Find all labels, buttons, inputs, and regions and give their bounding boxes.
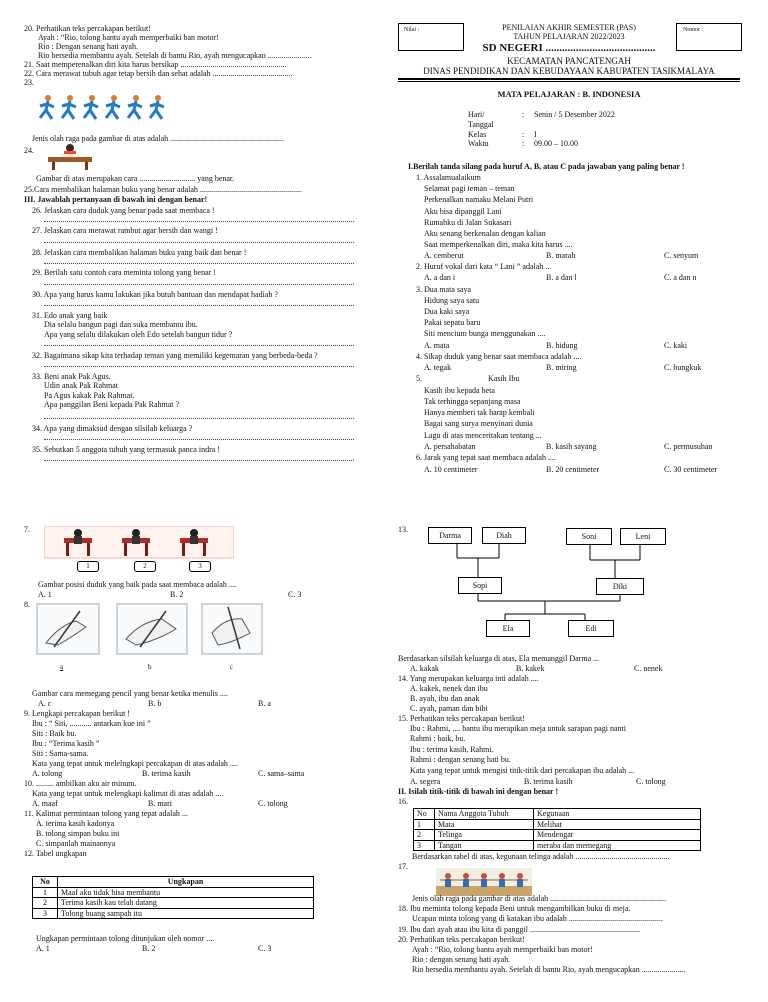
q10-option-a[interactable]: A. maaf [32,799,58,808]
q31: 31. Edo anak yang baik [32,311,108,320]
info-sep: : [522,110,525,119]
q10: 10. ......... ambilkan aku air minum. [24,779,137,788]
q14-option-b[interactable]: B. ayah, ibu dan anak [410,694,480,703]
q12-option-c[interactable]: C. 3 [258,944,272,953]
q9-line: Siti : Sama-sama. [32,749,89,758]
q1-option-c[interactable]: C. senyum [664,251,699,260]
posture-number-3: 3 [189,561,211,572]
info-time: 09.00 – 10.00 [534,139,578,148]
family-node-diki: Diki [596,578,644,595]
q29: 29. Berilah satu contoh cara meminta tolong yang benar ! [32,268,216,277]
q25: 25.Cara membalikan halaman buku yang benar adalah ................................................... [24,185,302,194]
q4-option-a[interactable]: A. tegak [424,363,452,372]
q3-line: Hidung saya satu [424,296,480,305]
q5-line: Tak terhingga sepanjang masa [424,397,521,406]
q26: 26. Jelaskan cara duduk yang benar pada saat membaca ! [32,206,215,215]
q3-line: Dua kaki saya [424,307,470,316]
table-cell: 1 [414,819,435,830]
table-header: Ungkapan [58,877,314,888]
header-divider [398,78,740,80]
q1-line: Saat memperkenalkan diri, maka kita harus .... [424,240,573,249]
q7-question: Gambar posisi duduk yang baik pada saat membaca adalah .... [38,580,237,589]
table-header-row [33,877,314,888]
body-parts-table [413,808,701,851]
table-cell: Mendengar [534,830,701,841]
q15: 15. Perhatikan teks percakapan berikut! [398,714,525,723]
q5-option-a[interactable]: A. persahabatan [424,442,476,451]
q2-option-c[interactable]: C. a dan n [664,273,697,282]
q8-number: 8. [24,600,30,609]
q15-option-c[interactable]: C. tolong [636,777,666,786]
family-node-darma: Darma [428,527,472,544]
q5-line: Kasih ibu kepada beta [424,386,495,395]
family-node-ela: Ela [486,620,530,637]
q11-option-a[interactable]: A. terima kasih kadonya [36,819,115,828]
table-cell: 1 [33,887,58,898]
q16-number: 16. [398,797,408,806]
table-cell: Terima kasih kau telah datang [58,898,314,909]
q3-line: Siti mencium bunga menggunakan .... [424,329,546,338]
q24-question: Gambar di atas merupakan cara ............................ yang benar. [36,174,235,183]
q15-line: Kata yang tepat untuk mengisi titik-titik dari percakapan ibu adalah ... [410,766,635,775]
q20-line: Rio bersedia membantu ayah. Setelah di bantu Rio, ayah mengucapkan ...................... [412,965,686,974]
q9-line: Ibu : “Terima kasih ” [32,739,100,748]
q5-line: Bagai sang surya menyinari dunia [424,419,533,428]
table-cell: 3 [414,840,435,851]
q9: 9. Lengkapi percakapan berikut ! [24,709,130,718]
q20-line: Ayah : “Rio, tolong bantu ayah memperbaiki ban motor! [412,945,593,954]
grip-label-a: a [60,663,64,671]
table-header: Kegunaan [534,809,701,820]
family-node-leni: Leni [620,528,666,545]
grip-label-b: b [148,663,152,671]
q21: 21. Saat memperenalkan diri kita harus bersikap ..................................................... [24,60,287,69]
q1-option-a[interactable]: A. cemberut [424,251,464,260]
nilai-box [398,23,464,51]
q35: 35. Sebutkan 5 anggota tubuh yang termasuk panca indra ! [32,445,220,454]
q33-line: Udin anak Pak Rahmat [44,381,118,390]
q6-option-c[interactable]: C. 30 centimeter [664,465,718,474]
q9-option-a[interactable]: A. tolong [32,769,63,778]
q8-option-c[interactable]: B. a [258,699,271,708]
q7-number: 7. [24,525,30,534]
q1-line: Aku senang berkenalan dengan kalian [424,229,546,238]
q9-line: Kata yang tepat untuk melelngkapi percakapan di atas adalah .... [32,759,238,768]
q15-option-a[interactable]: A. segera [410,777,441,786]
kecamatan: KECAMATAN PANCATENGAH [507,56,631,66]
q14: 14. Yang merupakan keluarga inti adalah .... [398,674,539,683]
subject-title: MATA PELAJARAN : B. INDONESIA [497,89,641,99]
q34: 34. Apa yang dimaksud dengan silsilah keluarga ? [32,424,193,433]
running-children-image [38,92,168,122]
table-cell: 2 [33,898,58,909]
q20: 20. Perhatikan teks percakapan berikut! [398,935,525,944]
family-node-edi: Edi [568,620,614,637]
q22: 22. Cara merawat tubuh agar tetap bersih dan sehat adalah ........................................ [24,69,293,78]
q30: 30. Apa yang harus kamu lakukan jika butuh bantuan dan mendapat hadiah ? [32,290,278,299]
q7-option-a[interactable]: A. 1 [38,590,52,599]
q31-line: Apa yang selalu dilakukan oleh Edo setelah bangun tidur ? [44,330,233,339]
q6-option-b[interactable]: B. 20 centimeter [546,465,600,474]
q31-line: Dia selalu bangun pagi dan suka membantu ibu. [44,320,198,329]
table-cell: meraba dan memegang [534,840,701,851]
q9-line: Ibu : “ Siti, ........... antarkan kue ini ” [32,719,151,728]
q5-option-c[interactable]: C. permusuhan [664,442,713,451]
table-row [33,898,314,909]
table-cell: Melihat [534,819,701,830]
q15-line: Rahmi : baik, bu. [410,734,466,743]
q6: 6. Jarak yang tepat saat membaca adalah .... [416,453,556,462]
dinas: DINAS PENDIDIKAN DAN KEBUDAYAAN KABUPATEN TASIKMALAYA [423,66,715,76]
q7-option-c[interactable]: C. 3 [288,590,302,599]
q13-option-c[interactable]: C. nenek [634,664,663,673]
q12: 12. Tabel ungkapan [24,849,87,858]
q4-option-c[interactable]: C. bungkuk [664,363,702,372]
sports-race-image [436,868,532,896]
reading-child-image [44,143,96,171]
q2: 2. Huruf vokal dari kata “ Lani ” adalah ... [416,262,552,271]
info-date: Senin / 5 Desember 2022 [534,110,615,119]
q20-line: Rio : Dengan senang hati ayah. [38,42,138,51]
q15-line: Ibu : Rahmi, .... bantu ibu merapikan meja untuk sarapan pagi nanti [410,724,626,733]
q33-line: Pa Agus kakak Pak Rahmat. [44,391,135,400]
q28: 28. Jelaskan cara membalikan halaman buku yang baik dan benar ! [32,248,247,257]
q15-line: Rahmi : dengan senang hati bu. [410,755,511,764]
pencil-grip-images [36,603,268,657]
family-node-sopi: Sopi [458,577,502,594]
q1-line: Aku bisa dipanggil Lani [424,207,502,216]
info-label: Waktu [468,139,489,148]
q18-line: Ucapan minta tolong yang di katakan ibu adalah ............................................... [412,914,663,923]
info-class: I [534,130,537,139]
section-3-title: III. Jawablah pertanyaan di bawah ini dengan benar! [24,195,208,204]
q3: 3. Dua mata saya [416,285,472,294]
info-sep: : [522,139,525,148]
q4-option-b[interactable]: B. miring [546,363,577,372]
q13-number: 13. [398,525,408,534]
info-label: Tanggal [468,120,494,129]
q15-option-b[interactable]: B. terima kasih [524,777,573,786]
q19: 19. Ibu dari ayah atau ibu kita di panggil ....................................................... [398,925,640,934]
q23-number: 23. [24,78,34,87]
q10-line: Kata yang tepat untuk melengkapi kalimat di atas adalah .... [32,789,224,798]
q9-option-c[interactable]: C. sama–sama [258,769,305,778]
q11-option-b[interactable]: B. tolong simpan buku ini [36,829,120,838]
q13-option-a[interactable]: A. kakak [410,664,439,673]
q1-option-b[interactable]: B. marah [546,251,576,260]
table-cell: Mata [435,819,534,830]
q15-line: Ibu : terima kasih, Rahmi. [410,745,494,754]
table-cell: Maaf aku tidak bisa membantu [58,887,314,898]
q6-option-a[interactable]: A. 10 centimeter [424,465,478,474]
family-node-soni: Soni [566,528,612,545]
q5-line: Hanya memberi tak harap kembali [424,408,535,417]
q33: 33. Beni anak Pak Agus. [32,372,111,381]
q3-option-c[interactable]: C. kaki [664,341,688,350]
q2-option-b[interactable]: B. a dan l [546,273,577,282]
nomor-label: Nomor : [683,27,704,33]
q1: 1. Assalamualaikum [416,173,481,182]
table-row [414,840,701,851]
family-node-diah: Diah [482,527,526,544]
q5: 5. [416,374,422,383]
table-cell: 3 [33,908,58,919]
section-2-title: II. Isilah titik-titik di bawah ini dengan benar ! [398,787,559,796]
q3-line: Pakai sepatu baru [424,318,481,327]
posture-number-2: 2 [134,561,156,572]
q3-option-a[interactable]: A. mata [424,341,450,350]
q8-option-a[interactable]: A. c [38,699,52,708]
nilai-label: Nilai : [404,27,420,33]
q3-option-b[interactable]: B. hidung [546,341,578,350]
q17-question: Jenis olah raga pada gambar di atas adalah .......................................................... [412,894,667,903]
q12-option-b[interactable]: B. 2 [142,944,156,953]
q8-option-b[interactable]: B. b [148,699,162,708]
q24-number: 24. [24,146,34,155]
school-name: SD NEGERI ........................................ [482,42,656,54]
q18: 18. Ibu meminta tolong kepada Beni untuk mengambilkan buku di meja. [398,904,631,913]
table-row [414,819,701,830]
exam-title: PENILAIAN AKHIR SEMESTER (PAS) [502,23,636,32]
table-header-row [414,809,701,820]
table-cell: Telinga [435,830,534,841]
table-row [33,887,314,898]
song-title: Kasih Ibu [488,374,520,383]
q9-line: Siti : Baik bu. [32,729,77,738]
header-divider [398,81,740,82]
q20-line: Rio bersedia membantu ayah. Setelah di bantu Rio, ayah mengucapkan ...................... [38,51,312,60]
q1-line: Selamat pagi teman – teman [424,184,515,193]
ungkapan-table [32,876,314,919]
q14-option-c[interactable]: C. ayah, paman dan bibi [410,704,488,713]
exam-year: TAHUN PELAJARAN 2022/2023 [513,32,625,41]
q11: 11. Kalimat permintaan tolong yang tepat adalah ... [24,809,188,818]
info-sep: : [522,130,525,139]
table-row [33,908,314,919]
q14-option-a[interactable]: A. kakek, nenek dan ibu [410,684,488,693]
table-row [414,830,701,841]
nomor-box [676,23,742,51]
section-1-title: I.Berilah tanda silang pada huruf A, B, atau C pada jawaban yang paling benar ! [408,162,685,171]
q10-option-b[interactable]: B. mari [148,799,172,808]
table-cell: Tangan [435,840,534,851]
table-header: No [414,809,435,820]
q7-option-b[interactable]: B. 2 [170,590,184,599]
table-header: No [33,877,58,888]
table-header: Nama Anggota Tubuh [435,809,534,820]
q8-question: Gambar cara memegang pencil yang benar ketika menulis .... [32,689,228,698]
q1-line: Rumahku di Jalan Sukasari [424,218,512,227]
q5-option-b[interactable]: B. kasih sayang [546,442,597,451]
q16-question: Berdasarkan tabel di atas, kegunaan telinga adalah ............................................... [412,852,670,861]
q27: 27. Jelaskan cara merawat rambut agar bersih dan wangi ! [32,226,218,235]
q10-option-c[interactable]: C. tolong [258,799,288,808]
table-cell: Tolong buang sampah itu [58,908,314,919]
q17-number: 17. [398,862,408,871]
table-cell: 2 [414,830,435,841]
q4: 4. Sikap duduk yang benar saat membaca adalah .... [416,352,582,361]
q12-option-a[interactable]: A. 1 [36,944,50,953]
q13-question: Berdasarkan silsilah keluarga di atas, Ela memanggil Darma ... [398,654,600,663]
q5-line: Lagu di atas menceritakan tentang ... [424,431,542,440]
info-label: Kelas [468,130,487,139]
q23-question: Jenis olah raga pada gambar di atas adalah ......................................................... [32,134,285,143]
q20-line: Ayah : “Rio, tolong bantu ayah memperbaiki ban motor! [38,33,219,42]
q1-line: Perkenalkan namaku Melani Putri [424,195,534,204]
info-label: Hari/ [468,110,485,119]
grip-label-c: c [230,663,234,671]
q32: 32. Bagaimana sikap kita terhadap teman yang memiliki kegemaran yang berbeda-beda ? [32,351,318,360]
q20-prompt: 20. Perhatikan teks percakapan berikut! [24,24,151,33]
q33-line: Apa panggilan Beni kepada Pak Rahmat ? [44,400,180,409]
posture-number-1: 1 [77,561,99,572]
q12-question: Ungkapan permintaan tolong ditunjukan oleh nomor .... [36,934,215,943]
q13-option-b[interactable]: B. kakek [516,664,545,673]
q20-line: Rio : dengan senang hati ayah. [412,955,511,964]
q9-option-b[interactable]: B. terima kasih [142,769,191,778]
q2-option-a[interactable]: A. a dan i [424,273,456,282]
q11-option-c[interactable]: C. simpanlah mainannya [36,839,116,848]
